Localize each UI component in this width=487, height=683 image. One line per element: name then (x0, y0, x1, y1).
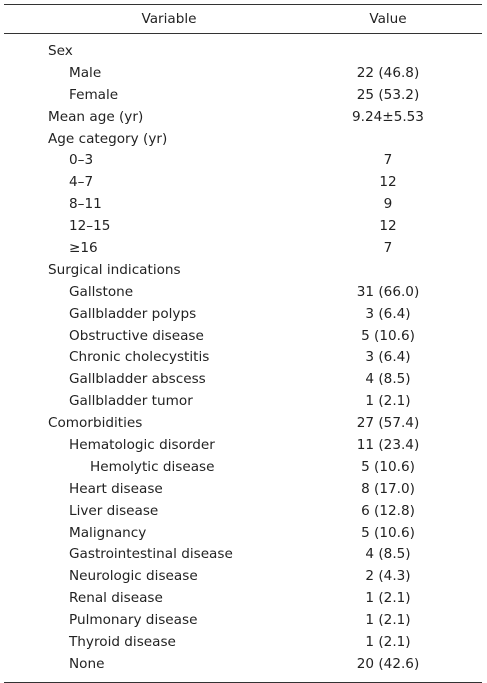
row-label: Comorbidities (48, 415, 143, 432)
table-row (4, 63, 482, 85)
row-label: 8–11 (69, 196, 102, 213)
row-value: 20 (42.6) (356, 655, 420, 672)
table-row (4, 479, 482, 501)
header-value: Value (369, 11, 407, 27)
row-label: 4–7 (69, 174, 94, 191)
row-label: Thyroid disease (69, 634, 176, 651)
row-value: 4 (8.5) (365, 371, 411, 388)
row-label: Liver disease (69, 502, 159, 519)
row-label: Gallbladder abscess (69, 371, 206, 388)
row-value: 5 (10.6) (361, 458, 415, 475)
table-row (4, 566, 482, 588)
row-value: 1 (2.1) (365, 590, 411, 607)
table-row (4, 172, 482, 194)
row-value: 3 (6.4) (365, 349, 411, 366)
row-value: 25 (53.2) (356, 86, 420, 103)
row-label: Surgical indications (48, 261, 181, 278)
table-row (4, 85, 482, 107)
table-row (4, 282, 482, 304)
table-row (4, 194, 482, 216)
table-row (4, 238, 482, 260)
table-row (4, 150, 482, 172)
row-value: 6 (12.8) (361, 502, 415, 519)
table-row (4, 544, 482, 566)
table-header (4, 5, 482, 33)
table-row (4, 216, 482, 238)
table-row (4, 41, 482, 63)
table-row (4, 610, 482, 632)
table-row (4, 326, 482, 348)
row-value: 22 (46.8) (356, 64, 420, 81)
row-value: 5 (10.6) (361, 524, 415, 541)
row-label: Female (69, 86, 119, 103)
row-label: Gastrointestinal disease (69, 546, 233, 563)
table-row (4, 304, 482, 326)
table-row (4, 369, 482, 391)
row-label: 0–3 (69, 152, 94, 169)
row-label: Malignancy (69, 524, 147, 541)
row-label: Sex (48, 43, 73, 59)
table-row (4, 107, 482, 129)
table-row (4, 523, 482, 545)
table-row (4, 632, 482, 654)
table-row (4, 413, 482, 435)
row-label: Hematologic disorder (69, 437, 215, 454)
row-value: 5 (10.6) (361, 327, 415, 344)
table-row (4, 501, 482, 523)
table-row (4, 588, 482, 610)
row-value: 4 (8.5) (365, 546, 411, 563)
row-value: 12 (379, 174, 397, 191)
row-label: Gallstone (69, 283, 134, 300)
row-label: None (69, 655, 105, 672)
table-row (4, 435, 482, 457)
row-label: Pulmonary disease (69, 612, 198, 629)
table-row (4, 654, 482, 676)
table-row (4, 347, 482, 369)
row-label: Neurologic disease (69, 568, 198, 585)
row-value: 11 (23.4) (356, 437, 420, 454)
table-row (4, 260, 482, 282)
row-label: ≥16 (69, 240, 98, 257)
row-value: 27 (57.4) (356, 415, 420, 432)
table-body (4, 41, 482, 676)
row-value: 31 (66.0) (356, 283, 420, 300)
row-value: 9.24±5.53 (352, 108, 424, 125)
characteristics-table (4, 3, 482, 683)
row-label: Gallbladder polyps (69, 305, 197, 322)
row-value: 2 (4.3) (365, 568, 411, 585)
row-label: Hemolytic disease (90, 458, 215, 475)
row-label: 12–15 (69, 218, 111, 235)
header-variable: Variable (141, 11, 197, 27)
row-label: Heart disease (69, 480, 163, 497)
row-label: Male (69, 64, 102, 81)
table-row (4, 457, 482, 479)
row-label: Renal disease (69, 590, 163, 607)
row-value: 12 (379, 218, 397, 235)
row-label: Chronic cholecystitis (69, 349, 210, 366)
row-label: Obstructive disease (69, 327, 204, 344)
row-label: Age category (yr) (48, 130, 168, 147)
table-row (4, 391, 482, 413)
row-value: 1 (2.1) (365, 612, 411, 629)
row-value: 8 (17.0) (361, 480, 415, 497)
row-label: Mean age (yr) (48, 108, 144, 125)
row-value: 1 (2.1) (365, 634, 411, 651)
table-row (4, 129, 482, 151)
row-value: 9 (383, 196, 393, 213)
row-value: 7 (383, 152, 393, 169)
row-label: Gallbladder tumor (69, 393, 193, 410)
row-value: 7 (383, 240, 393, 257)
row-value: 3 (6.4) (365, 305, 411, 322)
row-value: 1 (2.1) (365, 393, 411, 410)
